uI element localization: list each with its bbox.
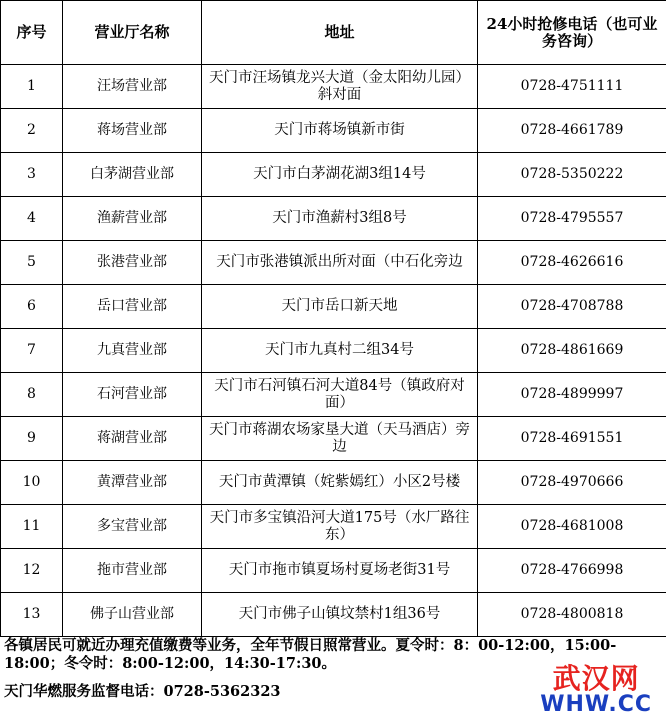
row-address: 天门市黄潭镇（姹紫嫣红）小区2号楼 bbox=[202, 461, 478, 505]
row-address: 天门市多宝镇沿河大道175号（水厂路往东） bbox=[202, 505, 478, 549]
row-phone: 0728-4795557 bbox=[478, 197, 666, 241]
header-phone: 24小时抢修电话（也可业务咨询） bbox=[478, 1, 666, 65]
row-phone: 0728-4751111 bbox=[478, 65, 666, 109]
row-name: 九真营业部 bbox=[63, 329, 202, 373]
table-row bbox=[1, 417, 666, 461]
row-name: 多宝营业部 bbox=[63, 505, 202, 549]
watermark-cn: 武汉网 bbox=[552, 662, 640, 695]
row-index: 9 bbox=[1, 417, 63, 461]
row-address: 天门市石河镇石河大道84号（镇政府对面） bbox=[202, 373, 478, 417]
row-name: 蒋湖营业部 bbox=[63, 417, 202, 461]
row-phone: 0728-4861669 bbox=[478, 329, 666, 373]
row-phone: 0728-4691551 bbox=[478, 417, 666, 461]
row-address: 天门市白茅湖花湖3组14号 bbox=[202, 153, 478, 197]
header-address: 地址 bbox=[202, 1, 478, 65]
table-row bbox=[1, 593, 666, 637]
row-phone: 0728-4970666 bbox=[478, 461, 666, 505]
table-row bbox=[1, 505, 666, 549]
table-row bbox=[1, 329, 666, 373]
header-name: 营业厅名称 bbox=[63, 1, 202, 65]
row-name: 拖市营业部 bbox=[63, 549, 202, 593]
row-phone: 0728-4800818 bbox=[478, 593, 666, 637]
site-watermark bbox=[540, 664, 652, 716]
table-header-row bbox=[1, 1, 666, 65]
row-name: 渔薪营业部 bbox=[63, 197, 202, 241]
table-row bbox=[1, 549, 666, 593]
row-index: 2 bbox=[1, 109, 63, 153]
row-index: 5 bbox=[1, 241, 63, 285]
row-index: 11 bbox=[1, 505, 63, 549]
row-name: 佛子山营业部 bbox=[63, 593, 202, 637]
table-row bbox=[1, 197, 666, 241]
row-phone: 0728-4626616 bbox=[478, 241, 666, 285]
row-name: 蒋场营业部 bbox=[63, 109, 202, 153]
row-name: 石河营业部 bbox=[63, 373, 202, 417]
table-row bbox=[1, 285, 666, 329]
row-phone: 0728-4708788 bbox=[478, 285, 666, 329]
row-index: 7 bbox=[1, 329, 63, 373]
business-hours-note: 各镇居民可就近办理充值缴费等业务，全年节假日照常营业。夏令时：8：00-12:00，15:00-18:00；冬令时：8:00-12:00，14:30-17:30。 bbox=[4, 637, 617, 672]
row-index: 3 bbox=[1, 153, 63, 197]
row-address: 天门市蒋场镇新市街 bbox=[202, 109, 478, 153]
row-address: 天门市拖市镇夏场村夏场老街31号 bbox=[202, 549, 478, 593]
row-address: 天门市渔薪村3组8号 bbox=[202, 197, 478, 241]
row-address: 天门市佛子山镇坟禁村1组36号 bbox=[202, 593, 478, 637]
row-name: 张港营业部 bbox=[63, 241, 202, 285]
table-row bbox=[1, 461, 666, 505]
row-address: 天门市岳口新天地 bbox=[202, 285, 478, 329]
row-name: 岳口营业部 bbox=[63, 285, 202, 329]
row-address: 天门市张港镇派出所对面（中石化旁边 bbox=[202, 241, 478, 285]
row-index: 1 bbox=[1, 65, 63, 109]
row-phone: 0728-5350222 bbox=[478, 153, 666, 197]
table-row bbox=[1, 65, 666, 109]
row-name: 汪场营业部 bbox=[63, 65, 202, 109]
table-row bbox=[1, 373, 666, 417]
row-phone: 0728-4681008 bbox=[478, 505, 666, 549]
row-index: 10 bbox=[1, 461, 63, 505]
row-name: 黄潭营业部 bbox=[63, 461, 202, 505]
supervision-hotline: 天门华燃服务监督电话：0728-5362323 bbox=[4, 683, 281, 700]
row-address: 天门市汪场镇龙兴大道（金太阳幼儿园）斜对面 bbox=[202, 65, 478, 109]
table-row bbox=[1, 241, 666, 285]
row-address: 天门市蒋湖农场家垦大道（天马酒店）旁边 bbox=[202, 417, 478, 461]
watermark-en: WHW.CC bbox=[540, 692, 652, 717]
row-phone: 0728-4899997 bbox=[478, 373, 666, 417]
row-index: 12 bbox=[1, 549, 63, 593]
row-phone: 0728-4766998 bbox=[478, 549, 666, 593]
table-row bbox=[1, 109, 666, 153]
header-index: 序号 bbox=[1, 1, 63, 65]
table-row bbox=[1, 153, 666, 197]
row-index: 6 bbox=[1, 285, 63, 329]
row-index: 4 bbox=[1, 197, 63, 241]
row-name: 白茅湖营业部 bbox=[63, 153, 202, 197]
row-phone: 0728-4661789 bbox=[478, 109, 666, 153]
row-address: 天门市九真村二组34号 bbox=[202, 329, 478, 373]
row-index: 13 bbox=[1, 593, 63, 637]
row-index: 8 bbox=[1, 373, 63, 417]
